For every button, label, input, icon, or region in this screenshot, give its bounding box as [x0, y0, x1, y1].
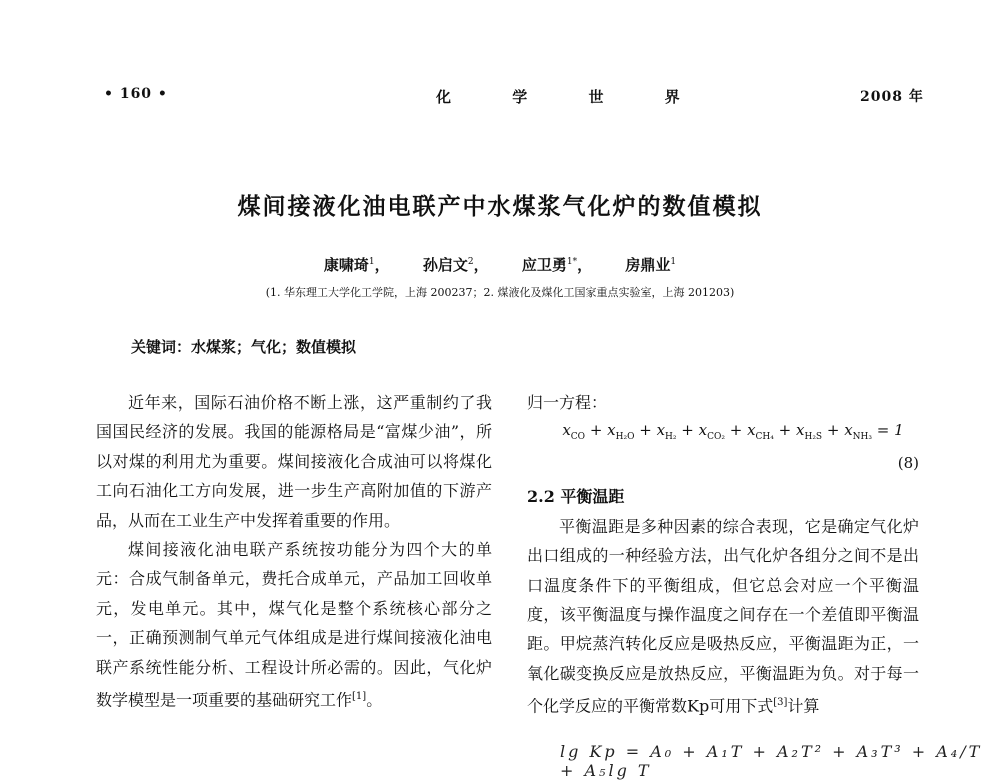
equation-term: $x_{H_2}$ — [656, 421, 677, 443]
equation-term: $x_{H_2O}$ — [607, 421, 635, 443]
left-column — [96, 388, 492, 715]
author: 康啸琦$^1$， — [323, 256, 390, 274]
affiliation: (1. 华东理工大学化工学院，上海 200237；2. 煤液化及煤化工国家重点实验室，上海 201203) — [265, 286, 735, 299]
right-column — [527, 388, 919, 721]
equilibrium-constant-formula: lg Kp = A₀ + A₁T + A₂T² + A₃T³ + A₄/T + A₅lg T — [560, 742, 983, 780]
equation-term: $x_{CH_4}$ — [747, 421, 774, 443]
citation-ref: [3] — [773, 697, 788, 709]
author: 房鼎业$^1$ — [625, 256, 677, 274]
equation-rhs: = 1 — [872, 421, 904, 440]
citation-ref: [1] — [352, 691, 367, 703]
keywords: 关键词：水煤浆；气化；数值模拟 — [131, 338, 357, 356]
publication-year: 2008 年 — [860, 89, 924, 105]
normalization-equation: $x_{CO} + x_{H_2O} + x_{H_2} + x_{CO_2} + x_{CH_4} + x_{H_2S} + x_{NH_3} = 1$ — [562, 421, 904, 443]
author: 孙启文$^2$， — [422, 256, 489, 274]
author-list — [0, 254, 1000, 275]
equation-term: $x_{NH_3}$ — [844, 421, 873, 443]
equation-term: $x_{H_2S}$ — [796, 421, 823, 443]
body-paragraph: 煤间接液化油电联产系统按功能分为四个大的单元：合成气制备单元，费托合成单元，产品加工回收单元，发电单元。其中，煤气化是整个系统核心部分之一，正确预测制气单元气体组成是进行煤间接液化油电联产系统性能分析、工程设计所必需的。因此，气化炉数学模型是一项重要的基础研究工作[1]。 — [96, 540, 492, 710]
article-title: 煤间接液化油电联产中水煤浆气化炉的数值模拟 — [237, 193, 763, 220]
equation-number: (8) — [897, 454, 919, 473]
journal-name: 化 学 世 界 — [436, 88, 708, 106]
section-heading: 2.2 平衡温距 — [527, 487, 625, 507]
page-number: • 160 • — [104, 86, 168, 102]
body-paragraph: 近年来，国际石油价格不断上涨，这严重制约了我国国民经济的发展。我国的能源格局是“富煤少油”，所以对煤的利用尤为重要。煤间接液化合成油可以将煤化工向石油化工方向发展，进一步生产高附加值的下游产品，从而在工业生产中发挥着重要的作用。 — [96, 393, 492, 530]
equation-intro: 归一方程： — [527, 393, 608, 412]
body-paragraph: 平衡温距是多种因素的综合表现，它是确定气化炉出口组成的一种经验方法，出气化炉各组分之间不是出口温度条件下的平衡组成，但它总会对应一个平衡温度，该平衡温度与操作温度之间存在一个差值即平衡温距。甲烷蒸汽转化反应是吸热反应，平衡温距为正，一氧化碳变换反应是放热反应，平衡温距为负。对于每一个化学反应的平衡常数Kp可用下式[3]计算 — [527, 516, 919, 716]
author: 应卫勇$^{1*}$， — [521, 256, 593, 274]
equation-term: $x_{CO_2}$ — [698, 421, 725, 443]
equation-term: $x_{CO}$ — [562, 421, 586, 443]
